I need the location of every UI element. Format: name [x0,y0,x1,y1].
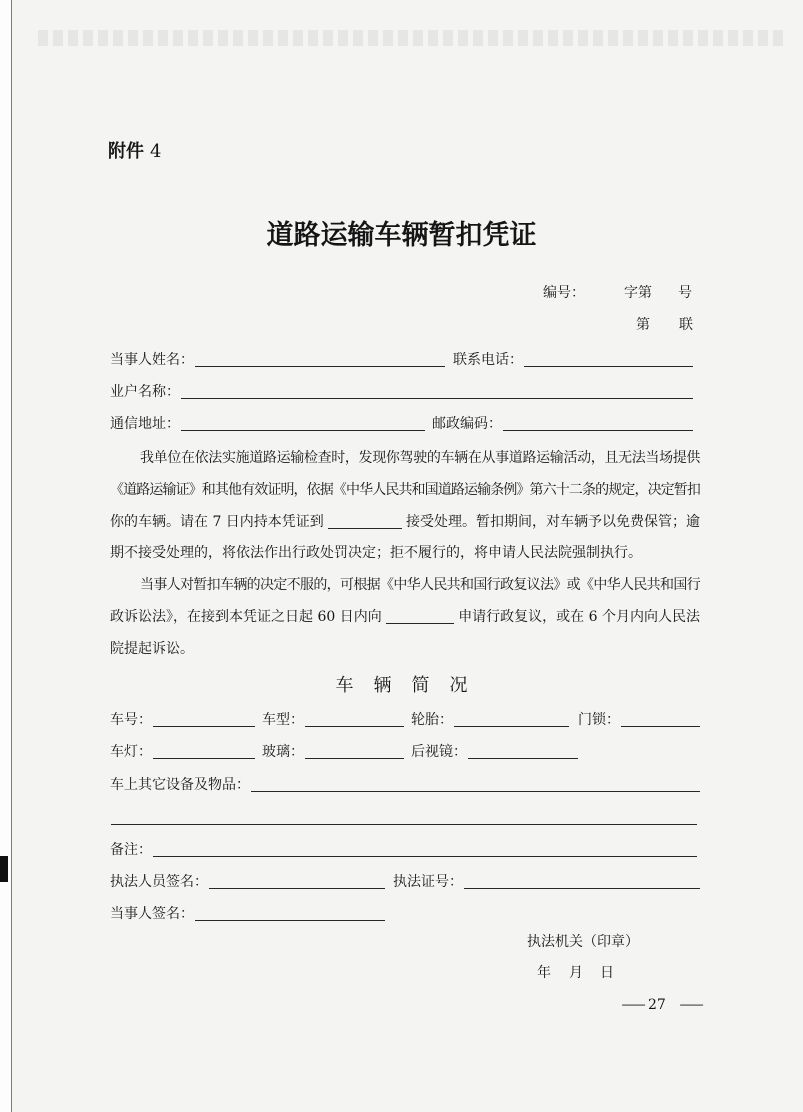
notice-p1-line4: 期不接受处理的，将依法作出行政处罚决定；拒不履行的，将申请人民法院强制执行。 [110,545,642,561]
remarks-field [110,840,697,860]
review-authority-blank [386,623,454,624]
mirrors-blank [468,758,578,759]
copy-suffix: 联 [679,317,693,333]
cert-number-blank [464,888,700,889]
locks-label: 门锁： [578,712,620,728]
page-dash-left [621,995,647,1015]
business-name-blank [181,398,693,399]
notice-p1-line3-after: 接受处理。暂扣期间，对车辆予以免费保管；逾 [406,514,700,530]
party-phone-blank [524,366,693,367]
serial-end: 号 [678,285,692,301]
cert-number-label: 执法证号： [393,874,463,890]
officer-signature-label: 执法人员签名： [110,874,208,890]
plate-label: 车号： [110,712,152,728]
notice-p2-line2-after: 申请行政复议，或在 6 个月内向人民法 [458,609,700,625]
party-phone-field [453,350,693,370]
date-day: 日 [600,965,614,981]
page-dash-right [679,995,705,1015]
page-dash-left-glyph: — [621,997,647,1013]
cert-number-field [393,872,700,892]
postcode-field [432,414,693,434]
officer-signature-blank [209,888,385,889]
notice-p2-line2-before: 政诉讼法》，在接到本凭证之日起 60 日内向 [110,609,382,625]
scan-bleed-through [38,30,783,46]
attachment-word: 附件 [108,141,144,162]
items-continuation-field [110,808,697,828]
address-field [110,414,425,434]
notice-p1-line2: 《道路运输证》和其他有效证明，依据《中华人民共和国道路运输条例》第六十二条的规定，决定暂扣 [110,482,700,498]
model-field [262,710,404,730]
page-number: 27 [648,997,666,1013]
business-name-label: 业户名称： [110,384,180,400]
lights-field [110,742,255,762]
notice-p1-line1: 我单位在依法实施道路运输检查时，发现你驾驶的车辆在从事道路运输活动，且无法当场提供 [140,450,700,466]
document-title: 道路运输车辆暂扣凭证 [266,220,537,251]
authority-seal-label: 执法机关（印章） [527,934,639,950]
model-label: 车型： [262,712,304,728]
remarks-label: 备注： [110,842,152,858]
business-name-field [110,382,693,402]
items-blank [251,791,700,792]
party-name-field [110,350,445,370]
glass-blank [305,758,404,759]
mirrors-field [411,742,578,762]
notice-p2-line1: 当事人对暂扣车辆的决定不服的，可根据《中华人民共和国行政复议法》或《中华人民共和国行 [140,577,700,593]
party-signature-blank [195,920,385,921]
vehicle-section-heading: 车辆简况 [335,675,488,696]
party-signature-label: 当事人签名： [110,906,194,922]
locks-blank [621,726,700,727]
address-label: 通信地址： [110,416,180,432]
tires-label: 轮胎： [411,712,453,728]
remarks-blank [153,856,697,857]
scan-edge-mark [0,856,8,882]
date-month: 月 [569,965,583,981]
locks-field [578,710,700,730]
glass-field [262,742,404,762]
scan-paper-edge [0,0,12,1112]
date-year: 年 [537,965,551,981]
notice-p1-line3-before: 你的车辆。请在 7 日内持本凭证到 [110,514,324,530]
party-name-blank [195,366,445,367]
mirrors-label: 后视镜： [411,744,467,760]
lights-label: 车灯： [110,744,152,760]
serial-middle: 字第 [624,285,652,301]
items-field [110,775,700,795]
model-blank [305,726,404,727]
processing-location-blank [328,528,402,529]
postcode-blank [503,430,693,431]
lights-blank [153,758,255,759]
page-dash-right-glyph: — [679,997,705,1013]
notice-p2-line2 [110,607,700,627]
address-blank [181,430,425,431]
plate-blank [153,726,255,727]
party-signature-field [110,904,385,924]
copy-prefix: 第 [636,317,650,333]
plate-field [110,710,255,730]
tires-blank [454,726,569,727]
glass-label: 玻璃： [262,744,304,760]
officer-signature-field [110,872,385,892]
party-phone-label: 联系电话： [453,352,523,368]
items-label: 车上其它设备及物品： [110,777,250,793]
party-name-label: 当事人姓名： [110,352,194,368]
postcode-label: 邮政编码： [432,416,502,432]
serial-label: 编号： [543,285,585,301]
notice-p2-line3: 院提起诉讼。 [110,641,194,657]
notice-p1-line3 [110,512,700,532]
items-continuation-blank [111,824,697,825]
tires-field [411,710,569,730]
attachment-label [108,140,161,164]
attachment-number: 4 [150,141,162,162]
